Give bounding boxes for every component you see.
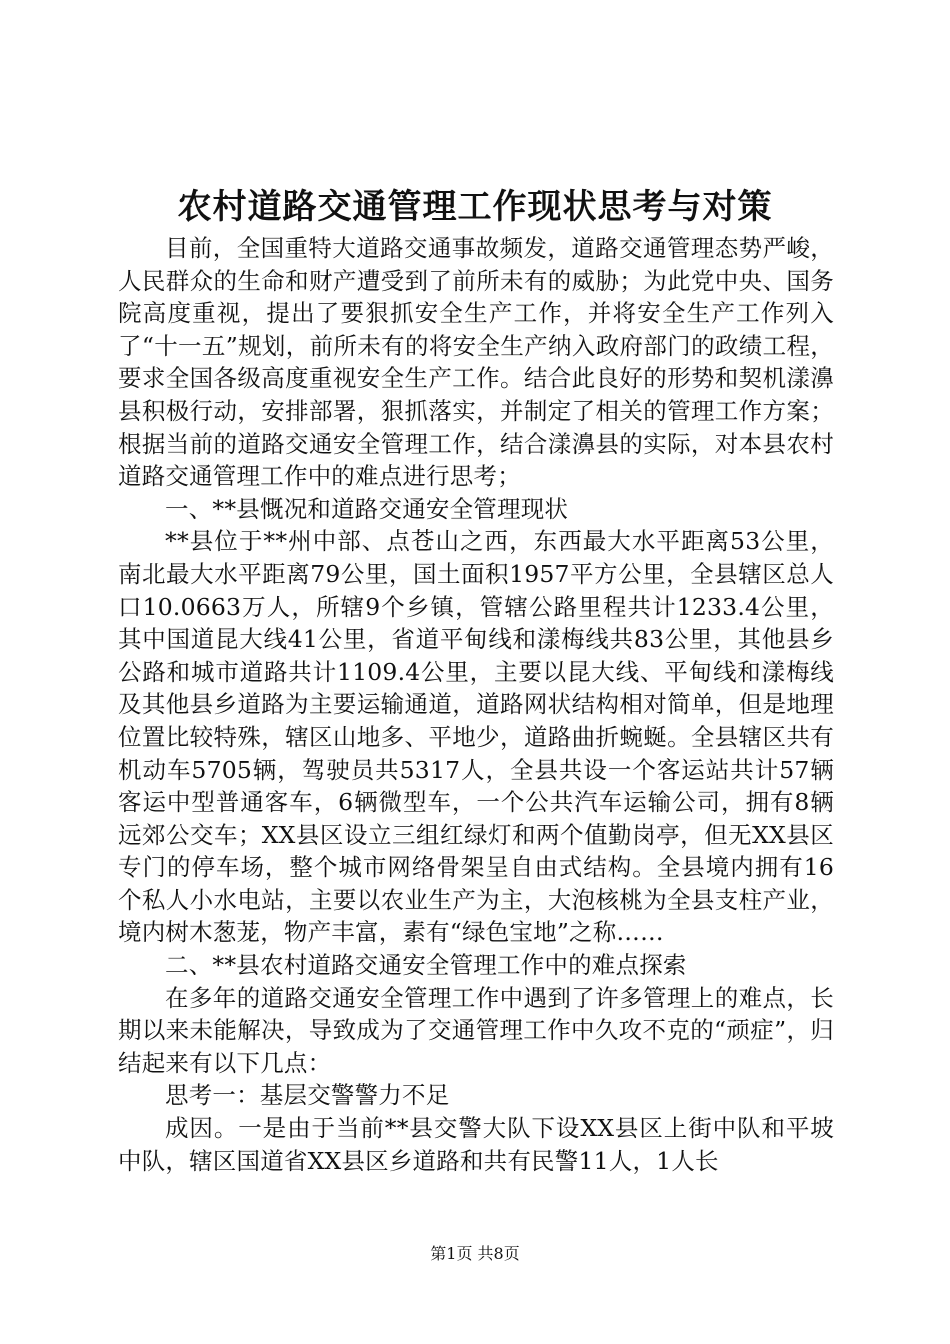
document-body <box>118 232 834 1177</box>
section-heading-2: 二、**县农村道路交通安全管理工作中的难点探索 <box>165 951 687 980</box>
paragraph-county-overview: **县位于**州中部、点苍山之西，东西最大水平距离53公里，南北最大水平距离79公里，国土面积1957平方公里，全县辖区总人口10.0663万人，所辖9个乡镇，管辖公路里程共计1233.4公里，其中国道昆大线41公里，省道平甸线和漾梅线共83公里，其他县乡公路和城市道路共计1109.4公里，主要以昆大线、平甸线和漾梅线及其他县乡道路为主要运输通道，道路网状结构相对简单，但是地理位置比较特殊，辖区山地多、平地少，道路曲折蜿蜒。全县辖区共有机动车5705辆，驾驶员共5317人，全县共设一个客运站共计57辆客运中型普通客车，6辆微型车，一个公共汽车运输公司，拥有8辆远郊公交车；XX县区设立三组红绿灯和两个值勤岗亭，但无XX县区专门的停车场，整个城市网络骨架呈自由式结构。全县境内拥有16个私人小水电站，主要以农业生产为主，大泡核桃为全县支柱产业，境内树木葱茏，物产丰富，素有“绿色宝地”之称…… <box>118 527 834 947</box>
document-title: 农村道路交通管理工作现状思考与对策 <box>177 187 773 227</box>
section-heading-1: 一、**县慨况和道路交通安全管理现状 <box>165 494 569 523</box>
paragraph-causes: 成因。一是由于当前**县交警大队下设XX县区上街中队和平坡中队，辖区国道省XX县区乡道路和共有民警11人，1人长 <box>118 1114 834 1175</box>
page-number-footer: 第1页 共8页 <box>430 1244 520 1263</box>
paragraph-difficulties: 在多年的道路交通安全管理工作中遇到了许多管理上的难点，长期以来未能解决，导致成为了交通管理工作中久攻不克的“顽症”，归结起来有以下几点： <box>118 983 834 1077</box>
paragraph-intro: 目前，全国重特大道路交通事故频发，道路交通管理态势严峻，人民群众的生命和财产遭受到了前所未有的威胁；为此党中央、国务院高度重视，提出了要狠抓安全生产工作，并将安全生产工作列入了“十一五”规划，前所未有的将安全生产纳入政府部门的政绩工程，要求全国各级高度重视安全生产工作。结合此良好的形势和契机漾濞县积极行动，安排部署，狠抓落实，并制定了相关的管理工作方案；根据当前的道路交通安全管理工作，结合漾濞县的实际，对本县农村道路交通管理工作中的难点进行思考； <box>118 234 834 491</box>
subheading-thought-1: 思考一：基层交警警力不足 <box>165 1081 450 1110</box>
